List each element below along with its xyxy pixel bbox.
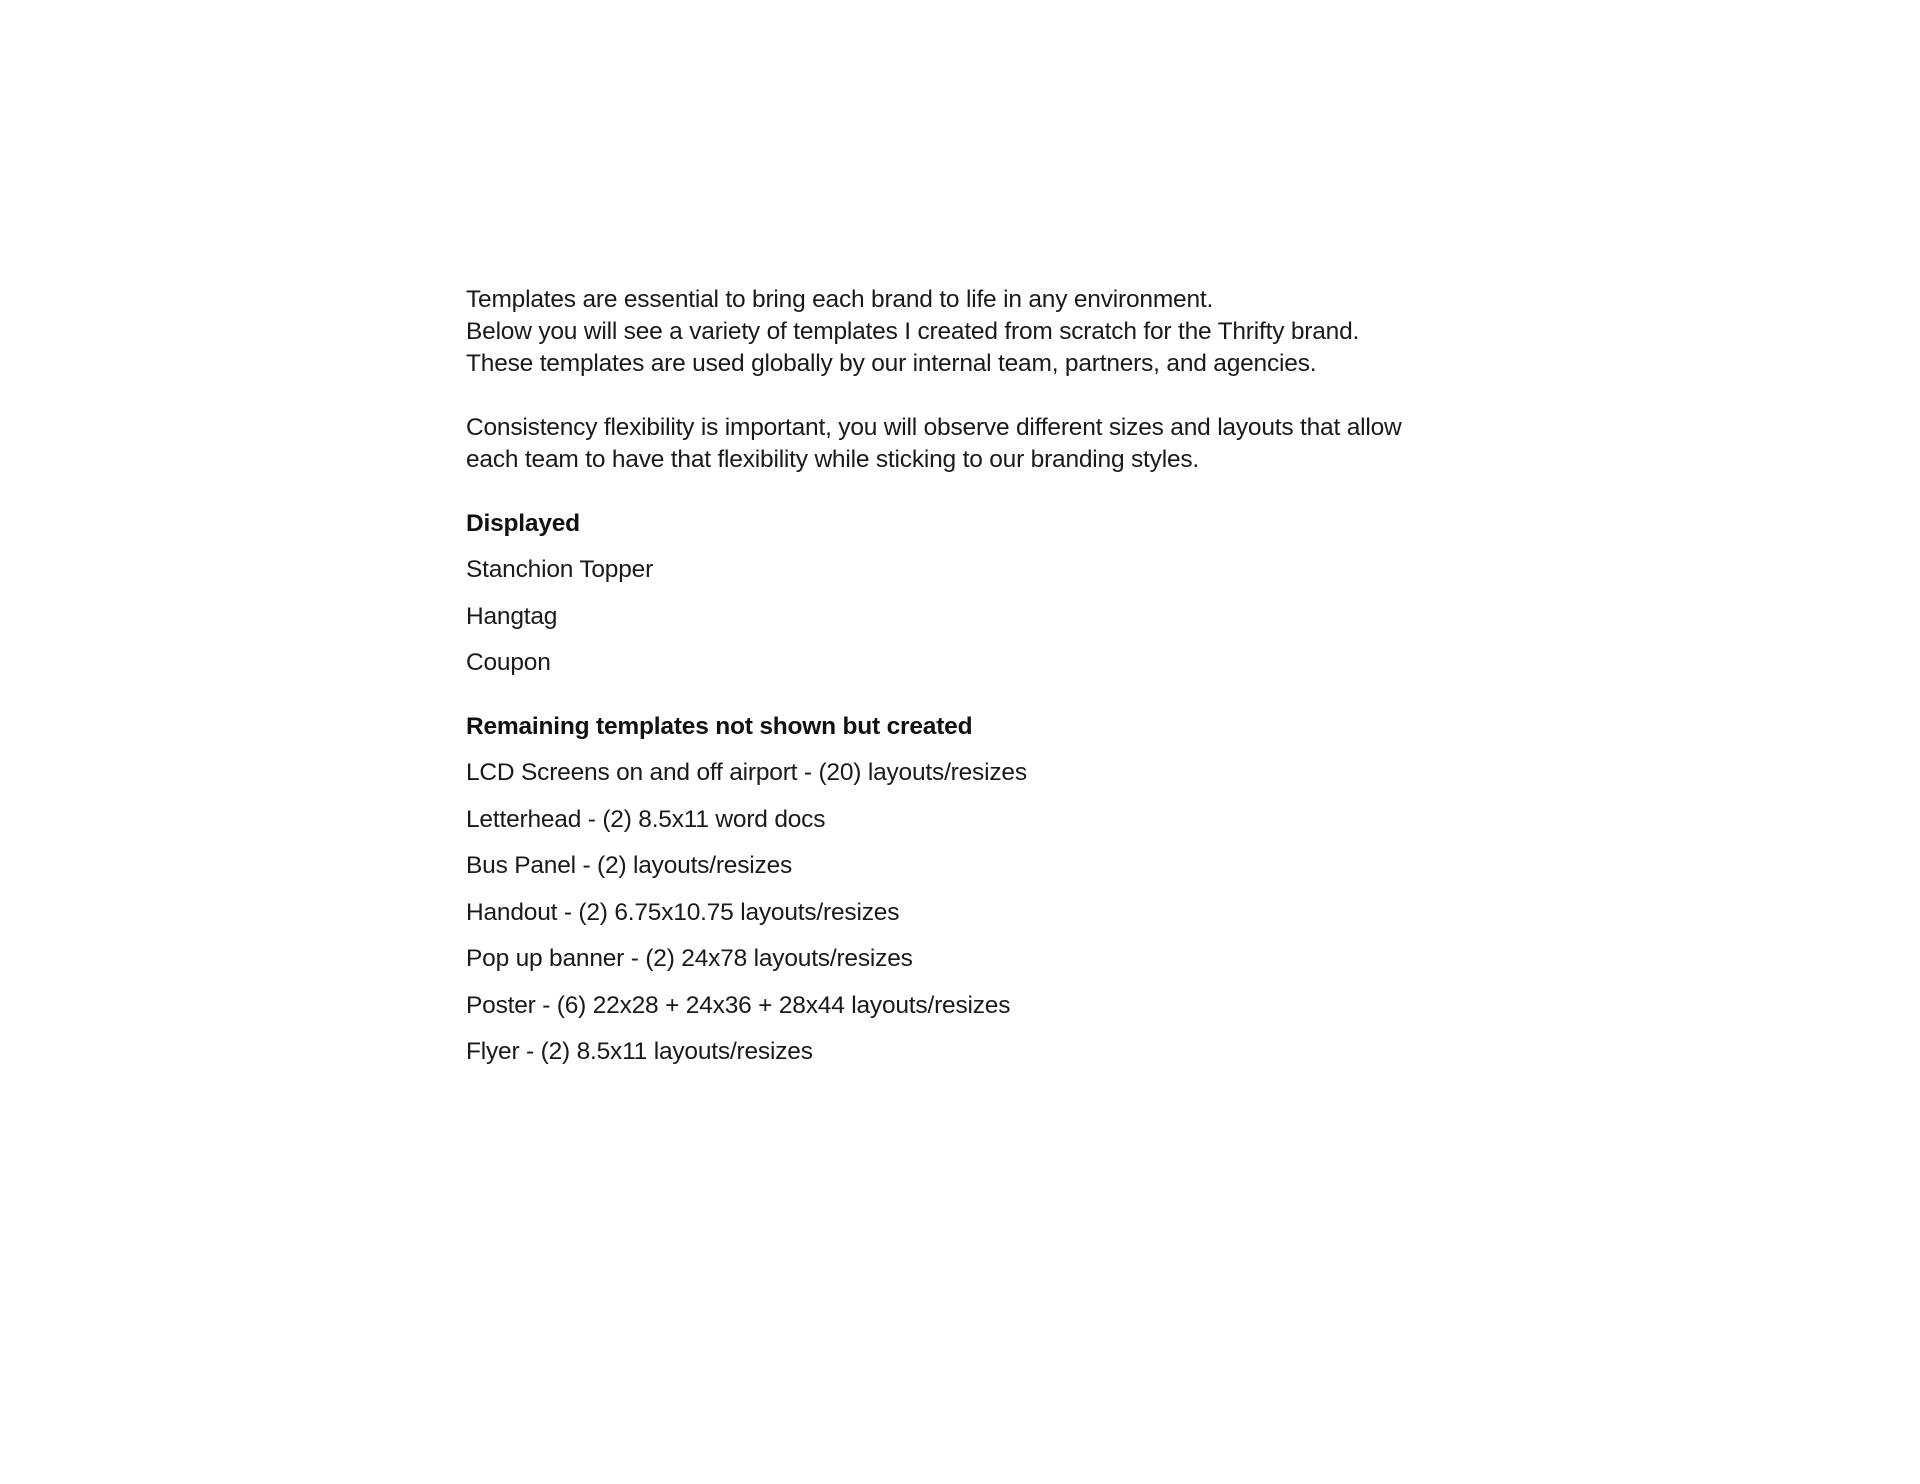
- intro-line: These templates are used globally by our internal team, partners, and agencies.: [466, 350, 1317, 377]
- list-item: Letterhead - (2) 8.5x11 word docs: [466, 805, 826, 833]
- consistency-line: each team to have that flexibility while sticking to our branding styles.: [466, 446, 1200, 473]
- displayed-list: [466, 554, 1506, 679]
- remaining-heading: Remaining templates not shown but created: [466, 713, 973, 740]
- displayed-heading: Displayed: [466, 510, 580, 537]
- list-item: Stanchion Topper: [466, 556, 654, 583]
- list-item: Bus Panel - (2) layouts/resizes: [466, 852, 793, 879]
- intro-paragraph: [466, 284, 1506, 380]
- consistency-line: Consistency flexibility is important, you will observe different sizes and layouts that allow: [466, 414, 1402, 441]
- intro-line: Templates are essential to bring each brand to life in any environment.: [466, 286, 1214, 313]
- list-item: Coupon: [466, 649, 551, 676]
- list-item: Hangtag: [466, 602, 558, 630]
- list-item: Poster - (6) 22x28 + 24x36 + 28x44 layouts/resizes: [466, 991, 1011, 1019]
- remaining-list: [466, 757, 1506, 1068]
- consistency-paragraph: [466, 412, 1506, 476]
- document-body: [466, 284, 1506, 1068]
- list-item: LCD Screens on and off airport - (20) layouts/resizes: [466, 759, 1027, 786]
- list-item: Flyer - (2) 8.5x11 layouts/resizes: [466, 1038, 813, 1065]
- intro-line: Below you will see a variety of templates I created from scratch for the Thrifty brand.: [466, 318, 1360, 345]
- list-item: Handout - (2) 6.75x10.75 layouts/resizes: [466, 898, 900, 926]
- list-item: Pop up banner - (2) 24x78 layouts/resizes: [466, 945, 913, 972]
